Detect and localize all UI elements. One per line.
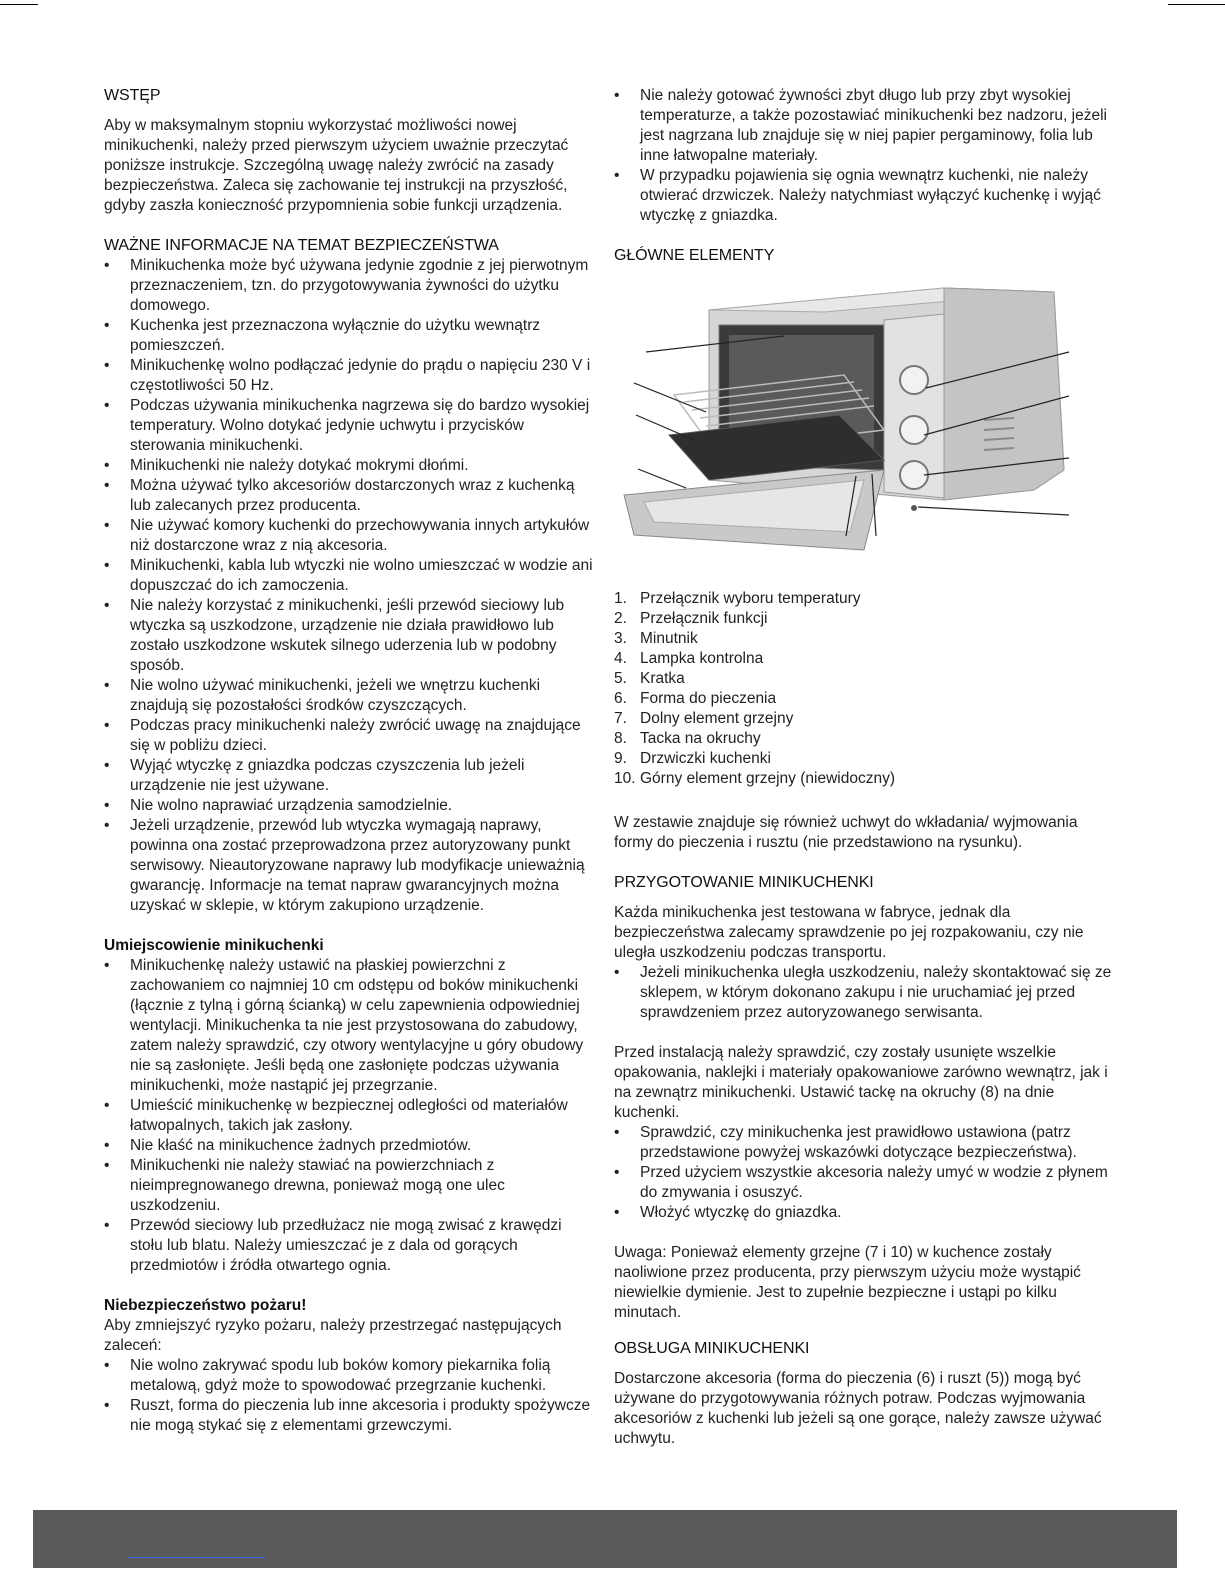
oven-illustration bbox=[614, 270, 1074, 570]
list-item: • Wyjąć wtyczkę z gniazdka podczas czyszczenia lub jeżeli urządzenie nie jest używane. bbox=[104, 756, 594, 796]
safety-list bbox=[104, 256, 594, 916]
list-item: • Nie wolno naprawiać urządzenia samodzielnie. bbox=[104, 796, 594, 816]
note-text: Uwaga: Ponieważ elementy grzejne (7 i 10) w kuchence zostały naoliwione przez producenta, przy pierwszym użyciu może wystąpić niewielkie dymienie. Jest to zupełnie bezpieczne i ustąpi po kilku minutach. bbox=[614, 1244, 1081, 1321]
list-item: • Jeżeli urządzenie, przewód lub wtyczka wymagają naprawy, powinna ona zostać przeprowadzona przez autoryzowany punkt serwisowy. Nieautoryzowane naprawy lub modyfikacje unieważnią gwarancję. Informacje na temat napraw gwarancyjnych można uzyskać w sklepie, w którym zakupiono urządzenie. bbox=[104, 816, 594, 916]
footer-bar bbox=[33, 1510, 1177, 1568]
list-item: • Nie wolno zakrywać spodu lub boków komory piekarnika folią metalową, gdyż może to spowodować przegrzanie kuchenki. bbox=[104, 1356, 594, 1396]
placement-list bbox=[104, 956, 594, 1276]
left-column bbox=[104, 86, 594, 1436]
list-item: • Minikuchenkę wolno podłączać jedynie do prądu o napięciu 230 V i częstotliwości 50 Hz. bbox=[104, 356, 594, 396]
intro-text: Aby w maksymalnym stopniu wykorzystać możliwości nowej minikuchenki, należy przed pierwszym użyciem uważnie przeczytać poniższe instrukcje. Szczególną uwagę należy zwrócić na zasady bezpieczeństwa. Zaleca się zachowanie tej instrukcji na przyszłość, gdyby zaszła konieczność przypomnienia sobie funkcji urządzenia. bbox=[104, 117, 569, 214]
install-text: Przed instalacją należy sprawdzić, czy zostały usunięte wszelkie opakowania, naklejki i materiały opakowaniowe zarówno wewnątrz, jak i na zewnątrz minikuchenki. Ustawić tackę na okruchy (8) na dnie kuchenki. bbox=[614, 1044, 1108, 1121]
operation-heading: OBSŁUGA MINIKUCHENKI bbox=[614, 1340, 810, 1357]
fire-list-continued bbox=[614, 86, 1114, 226]
list-item: • Nie należy gotować żywności zbyt długo lub przy zbyt wysokiej temperaturze, a także pozostawiać minikuchenki bez nadzoru, jeżeli jest nagrzana lub znajduje się w niej papier pergaminowy, folia lub inne łatwopalne materiały. bbox=[614, 86, 1114, 166]
list-item: • Kuchenka jest przeznaczona wyłącznie do użytku wewnątrz pomieszczeń. bbox=[104, 316, 594, 356]
list-item: • Można używać tylko akcesoriów dostarczonych wraz z kuchenką lub zalecanych przez producenta. bbox=[104, 476, 594, 516]
fire-heading: Niebezpieczeństwo pożaru! bbox=[104, 1297, 307, 1314]
list-item: 1. Przełącznik wyboru temperatury bbox=[614, 590, 861, 607]
right-column-top bbox=[614, 86, 1114, 266]
list-item: • Minikuchenki nie należy stawiać na powierzchniach z nieimpregnowanego drewna, ponieważ mogą one ulec uszkodzeniu. bbox=[104, 1156, 594, 1216]
list-item: 9. Drzwiczki kuchenki bbox=[614, 750, 771, 767]
prep-text: Każda minikuchenka jest testowana w fabryce, jednak dla bezpieczeństwa zalecamy sprawdzenie po jej rozpakowaniu, czy nie uległa uszkodzeniu podczas transportu. bbox=[614, 904, 1084, 961]
list-item: 3. Minutnik bbox=[614, 630, 698, 647]
list-item: • Jeżeli minikuchenka uległa uszkodzeniu, należy skontaktować się ze sklepem, w którym dokonano zakupu i nie uruchamiać jej przed sprawdzeniem przez autoryzowanego serwisanta. bbox=[614, 963, 1114, 1023]
list-item: • Nie należy korzystać z minikuchenki, jeśli przewód sieciowy lub wtyczka są uszkodzone, urządzenie nie działa prawidłowo lub zostało uszkodzone wskutek silnego uderzenia lub w podobny sposób. bbox=[104, 596, 594, 676]
install-list bbox=[614, 1123, 1114, 1223]
footer-link-underline bbox=[128, 1557, 266, 1558]
intro-heading: WSTĘP bbox=[104, 87, 161, 104]
crop-mark-top-left bbox=[0, 4, 38, 5]
list-item: 10. Górny element grzejny (niewidoczny) bbox=[614, 770, 895, 787]
elements-heading: GŁÓWNE ELEMENTY bbox=[614, 247, 775, 264]
list-item: • Minikuchenki, kabla lub wtyczki nie wolno umieszczać w wodzie ani dopuszczać do ich zamoczenia. bbox=[104, 556, 594, 596]
right-column-bottom bbox=[614, 589, 1114, 1449]
list-item: • Przed użyciem wszystkie akcesoria należy umyć w wodzie z płynem do zmywania i osuszyć. bbox=[614, 1163, 1114, 1203]
list-item: • Minikuchenki nie należy dotykać mokrymi dłońmi. bbox=[104, 456, 594, 476]
list-item: 6. Forma do pieczenia bbox=[614, 690, 777, 707]
list-item: • Minikuchenkę należy ustawić na płaskiej powierzchni z zachowaniem co najmniej 10 cm odstępu od boków minikuchenki (łącznie z tylną i górną ścianką) w celu zapewnienia odpowiedniej wentylacji. Minikuchenka ta nie jest przystosowana do zabudowy, zatem należy sprawdzić, czy otwory wentylacyjne u góry obudowy nie są zasłonięte. Jeśli będą one zasłonięte podczas używania minikuchenki, może nastąpić jej przegrzanie. bbox=[104, 956, 594, 1096]
list-item: • Nie wolno używać minikuchenki, jeżeli we wnętrzu kuchenki znajdują się pozostałości środków czyszczących. bbox=[104, 676, 594, 716]
list-item: • Sprawdzić, czy minikuchenka jest prawidłowo ustawiona (patrz przedstawione powyżej wskazówki dotyczące bezpieczeństwa). bbox=[614, 1123, 1114, 1163]
list-item: • W przypadku pojawienia się ognia wewnątrz kuchenki, nie należy otwierać drzwiczek. Należy natychmiast wyłączyć kuchenkę i wyjąć wtyczkę z gniazdka. bbox=[614, 166, 1114, 226]
list-item: • Podczas używania minikuchenka nagrzewa się do bardzo wysokiej temperatury. Wolno dotykać jedynie uchwytu i przycisków sterowania minikuchenki. bbox=[104, 396, 594, 456]
list-item: 7. Dolny element grzejny bbox=[614, 710, 794, 727]
prep-heading: PRZYGOTOWANIE MINIKUCHENKI bbox=[614, 874, 874, 891]
set-note: W zestawie znajduje się również uchwyt do wkładania/ wyjmowania formy do pieczenia i rusztu (nie przedstawiono na rysunku). bbox=[614, 814, 1078, 851]
crop-mark-top-right bbox=[1168, 4, 1225, 5]
list-item: • Przewód sieciowy lub przedłużacz nie mogą zwisać z krawędzi stołu lub blatu. Należy umieszczać je z dala od gorących przedmiotów i źródła otwartego ognia. bbox=[104, 1216, 594, 1276]
parts-list bbox=[614, 589, 1114, 789]
list-item: 8. Tacka na okruchy bbox=[614, 730, 761, 747]
prep-list bbox=[614, 963, 1114, 1023]
list-item: 4. Lampka kontrolna bbox=[614, 650, 764, 667]
placement-heading: Umiejscowienie minikuchenki bbox=[104, 937, 324, 954]
fire-intro: Aby zmniejszyć ryzyko pożaru, należy przestrzegać następujących zaleceń: bbox=[104, 1317, 562, 1354]
list-item: • Podczas pracy minikuchenki należy zwrócić uwagę na znajdujące się w pobliżu dzieci. bbox=[104, 716, 594, 756]
list-item: 5. Kratka bbox=[614, 670, 685, 687]
list-item: • Umieścić minikuchenkę w bezpiecznej odległości od materiałów łatwopalnych, takich jak zasłony. bbox=[104, 1096, 594, 1136]
list-item: • Minikuchenka może być używana jedynie zgodnie z jej pierwotnym przeznaczeniem, tzn. do przygotowywania żywności do użytku domowego. bbox=[104, 256, 594, 316]
list-item: 2. Przełącznik funkcji bbox=[614, 610, 768, 627]
operation-text: Dostarczone akcesoria (forma do pieczenia (6) i ruszt (5)) mogą być używane do przygotowywania różnych potraw. Podczas wyjmowania akcesoriów z kuchenki lub jeżeli są one gorące, należy zawsze używać uchwytu. bbox=[614, 1370, 1102, 1447]
list-item: • Włożyć wtyczkę do gniazdka. bbox=[614, 1203, 1114, 1223]
list-item: • Ruszt, forma do pieczenia lub inne akcesoria i produkty spożywcze nie mogą stykać się z elementami grzewczymi. bbox=[104, 1396, 594, 1436]
list-item: • Nie używać komory kuchenki do przechowywania innych artykułów niż dostarczone wraz z nią akcesoria. bbox=[104, 516, 594, 556]
safety-heading: WAŻNE INFORMACJE NA TEMAT BEZPIECZEŃSTWA bbox=[104, 237, 499, 254]
fire-list bbox=[104, 1356, 594, 1436]
list-item: • Nie kłaść na minikuchence żadnych przedmiotów. bbox=[104, 1136, 594, 1156]
